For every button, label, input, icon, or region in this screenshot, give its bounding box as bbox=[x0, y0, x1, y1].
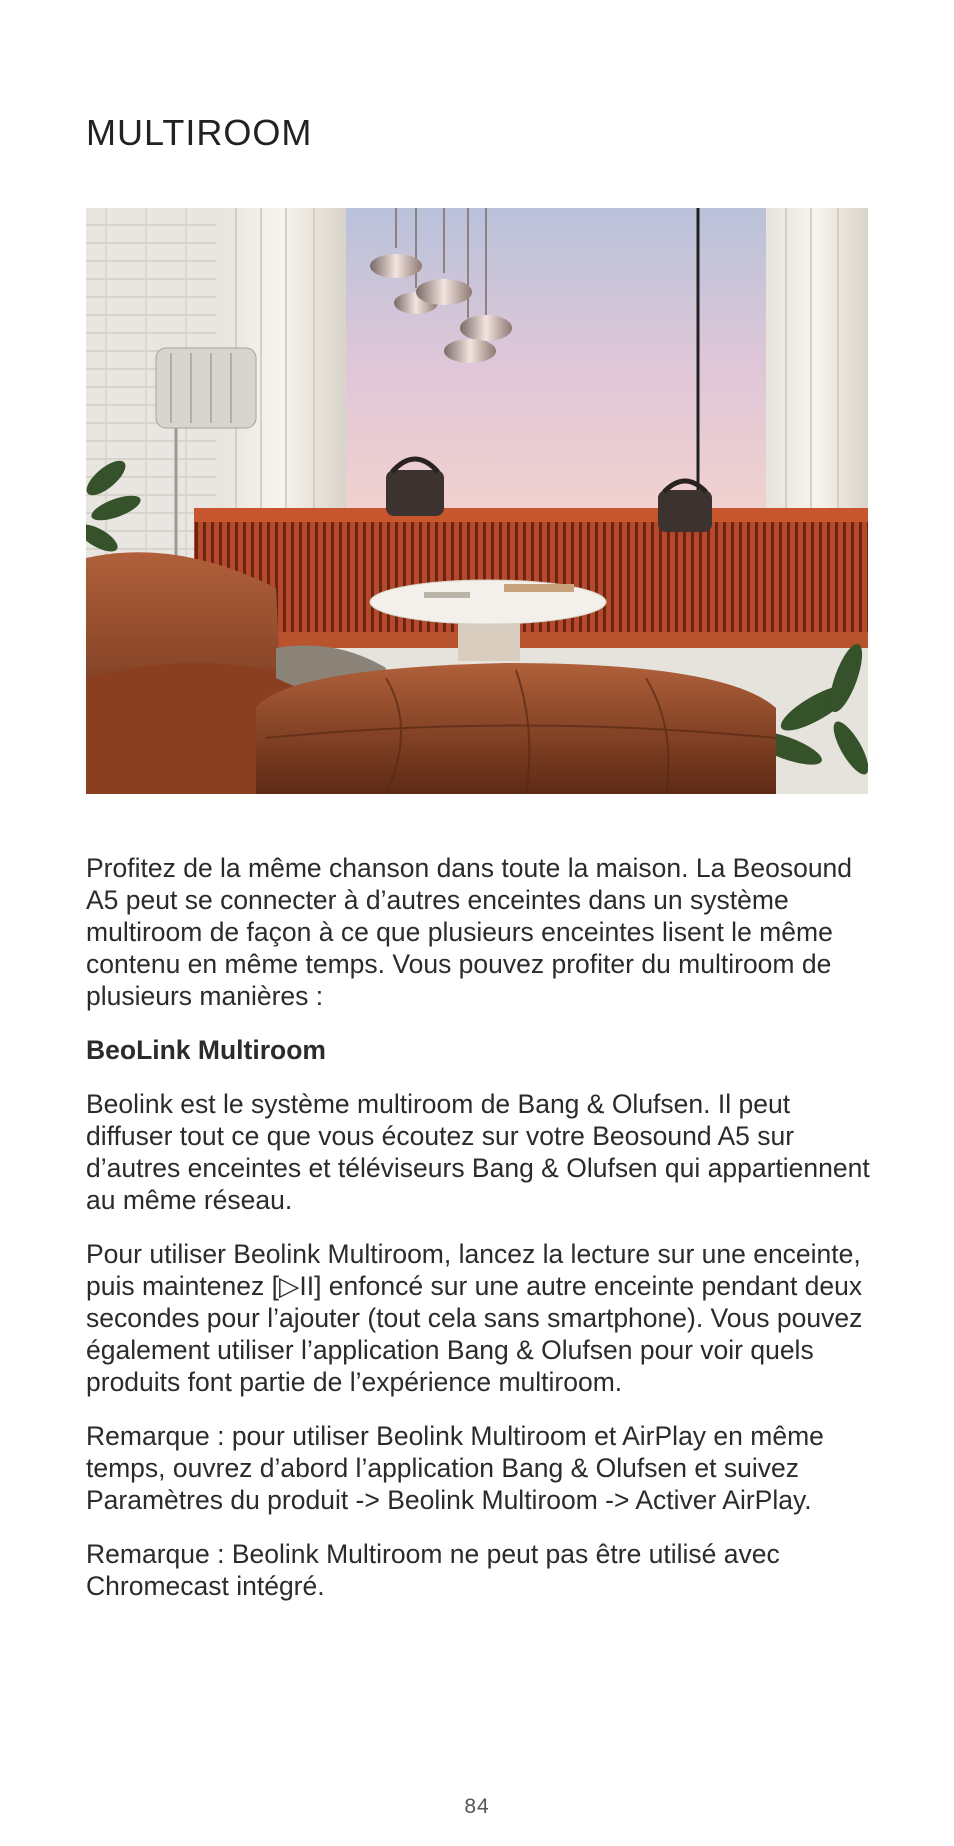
page-title: MULTIROOM bbox=[86, 112, 313, 153]
page-number: 84 bbox=[464, 1795, 490, 1818]
section-heading: BeoLink Multiroom bbox=[86, 1035, 326, 1065]
photo-illustration bbox=[86, 208, 868, 794]
paragraph: Beolink est le système multiroom de Bang & Olufsen. Il peut diffuser tout ce que vous écoutez sur votre Beosound A5 sur d’autres enceintes et téléviseurs Bang & Olufsen qui appartiennent au même réseau. bbox=[86, 1089, 870, 1215]
living-room-photo bbox=[86, 208, 868, 794]
body-text bbox=[86, 852, 876, 1624]
paragraph: Pour utiliser Beolink Multiroom, lancez la lecture sur une enceinte, puis maintenez [▷II] enfoncé sur une autre enceinte pendant deux secondes pour l’ajouter (tout cela sans smartphone). Vous pouvez également utiliser l’application Bang & Olufsen pour voir quels produits font partie de l’expérience multiroom. bbox=[86, 1239, 863, 1397]
note-paragraph: Remarque : Beolink Multiroom ne peut pas être utilisé avec Chromecast intégré. bbox=[86, 1539, 780, 1601]
intro-paragraph: Profitez de la même chanson dans toute la maison. La Beosound A5 peut se connecter à d’autres enceintes dans un système multiroom de façon à ce que plusieurs enceintes lisent le même contenu en même temps. Vous pouvez profiter du multiroom de plusieurs manières : bbox=[86, 853, 853, 1011]
note-paragraph: Remarque : pour utiliser Beolink Multiroom et AirPlay en même temps, ouvrez d’abord l’application Bang & Olufsen et suivez Paramètres du produit -> Beolink Multiroom -> Activer AirPlay. bbox=[86, 1421, 824, 1515]
